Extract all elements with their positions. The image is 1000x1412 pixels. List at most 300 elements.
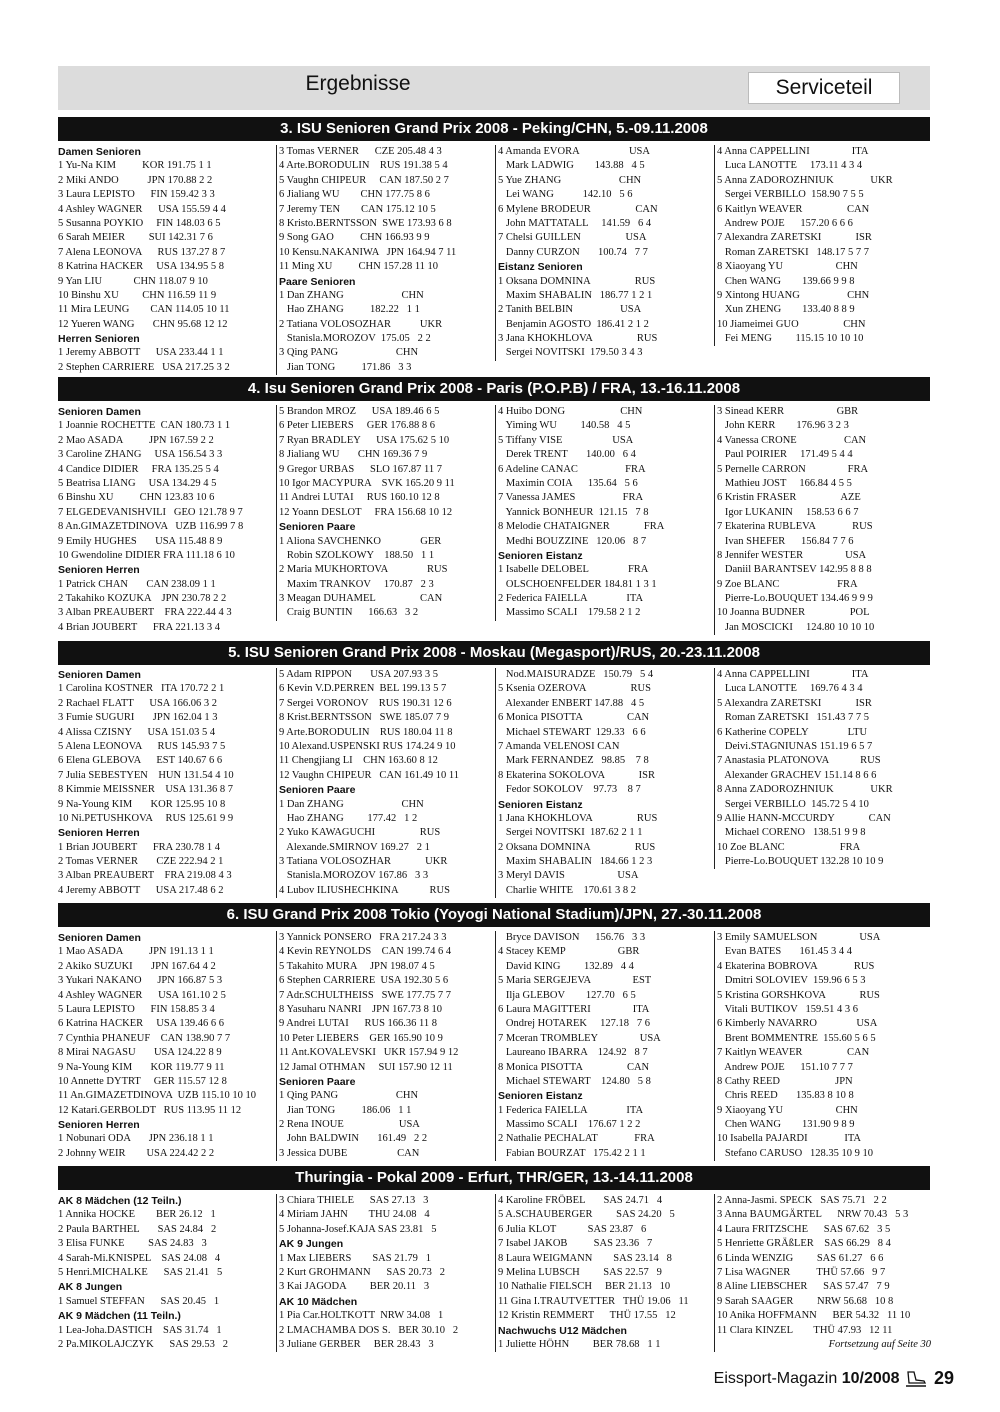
- result-row: Mathieu JOST 166.84 4 5 5: [717, 477, 852, 489]
- result-row: 9 Na-Young KIM KOR 125.95 10 8: [58, 798, 226, 810]
- result-row: 6 Sarah MEIER SUI 142.31 7 6: [58, 232, 213, 244]
- result-row: Massimo SCALI 176.67 1 2 2: [498, 1119, 641, 1131]
- result-row: 8 Jennifer WESTER USA: [717, 549, 867, 561]
- result-row: Ondrej HOTAREK 127.18 7 6: [498, 1018, 650, 1030]
- result-row: 8 Yasuharu NANRI JPN 167.73 8 10: [279, 1003, 443, 1015]
- result-row: OLSCHOENFELDER 184.81 1 3 1: [498, 578, 657, 590]
- result-row: 5 Vaughn CHIPEUR CAN 187.50 2 7: [279, 174, 449, 186]
- result-row: Alexande.SMIRNOV 169.27 2 1: [279, 841, 430, 853]
- result-row: 4 Lubov ILIUSHECHKINA RUS: [279, 884, 450, 896]
- result-row: 5 Takahito MURA JPN 198.07 4 5: [279, 960, 435, 972]
- result-row: 11 Clara KINZEL THÜ 47.93 12 11: [717, 1324, 893, 1336]
- category-heading: Nachwuchs U12 Mädchen: [498, 1324, 627, 1337]
- result-row: 11 Gina I.TRAUTVETTER THÜ 19.06 11: [498, 1295, 689, 1307]
- result-row: 6 Laura MAGITTERI ITA: [498, 1003, 650, 1015]
- section-title: 5. ISU Senioren Grand Prix 2008 - Moskau (Megasport)/RUS, 20.-23.11.2008: [58, 641, 930, 665]
- result-row: 1 Isabelle DELOBEL FRA: [498, 564, 649, 576]
- result-row: 4 Huibo DONG CHN: [498, 406, 643, 417]
- result-row: 7 ELGEDEVANISHVILI GEO 121.78 9 7: [58, 506, 243, 518]
- result-row: 11 Chengjiang LI CHN 163.60 8 12: [279, 755, 438, 767]
- result-row: Chen WANG 139.66 9 9 8: [717, 275, 855, 287]
- result-row: 5 Johanna-Josef.KAJA SAS 23.81 5: [279, 1223, 437, 1235]
- result-row: 12 Katari.GERBOLDT RUS 113.95 11 12: [58, 1104, 242, 1116]
- result-row: 5 Maria SERGEJEVA EST: [498, 975, 652, 987]
- result-row: 12 Kristin REMMERT THÜ 17.55 12: [498, 1310, 676, 1322]
- result-row: 6 Monica PISOTTA CAN: [498, 712, 650, 724]
- category-heading: Senioren Herren: [58, 564, 140, 577]
- result-row: 6 Binshu XU CHN 123.83 10 6: [58, 492, 215, 504]
- result-row: 5 Alena LEONOVA RUS 145.93 7 5: [58, 740, 226, 752]
- result-row: 1 Oksana DOMNINA RUS: [498, 275, 656, 287]
- result-row: 6 Adeline CANAC FRA: [498, 463, 646, 475]
- result-row: 7 Kaitlyn WEAVER CAN: [717, 1047, 870, 1059]
- page-title: Ergebnisse: [305, 72, 411, 95]
- result-row: 8 Melodie CHATAIGNER FRA: [498, 521, 665, 533]
- result-row: 5 Anna ZADOROZHNIUK UKR: [717, 174, 893, 186]
- result-row: 6 Stephen CARRIERE USA 192.30 5 6: [279, 975, 449, 987]
- result-row: 5 Alexandra ZARETSKI ISR: [717, 697, 872, 709]
- section-title: Thuringia - Pokal 2009 - Erfurt, THR/GER, 13.-14.11.2008: [58, 1166, 930, 1190]
- result-row: 6 Peter LIEBERS GER 176.88 8 6: [279, 420, 436, 432]
- result-row: John BALDWIN 161.49 2 2: [279, 1133, 428, 1145]
- result-row: 8 Aline LIEBSCHER SAS 57.47 7 9: [717, 1281, 890, 1293]
- category-heading: AK 8 Mädchen (12 Teiln.): [58, 1195, 182, 1207]
- result-row: 5 Yue ZHANG CHN: [498, 174, 642, 186]
- result-row: Mark LADWIG 143.88 4 5: [498, 160, 645, 172]
- result-row: 4 Laura FRITZSCHE SAS 67.62 3 5: [717, 1223, 891, 1235]
- result-row: Fei MENG 115.15 10 10 10: [717, 333, 864, 345]
- result-row: 6 Kaitlyn WEAVER CAN: [717, 203, 870, 215]
- result-row: 6 Jialiang WU CHN 177.75 8 6: [279, 189, 430, 201]
- result-row: 10 Kensu.NAKANIWA JPN 164.94 7 11: [279, 246, 457, 258]
- result-row: 7 Alena LEONOVA RUS 137.27 8 7: [58, 246, 226, 258]
- result-row: 11 Ant.KOVALEVSKI UKR 157.94 9 12: [279, 1047, 459, 1059]
- result-row: 9 Sarah SAAGER NRW 56.68 10 8: [717, 1295, 894, 1307]
- result-row: 7 Sergei VORONOV RUS 190.31 12 6: [279, 697, 452, 709]
- result-row: 4 Candice DIDIER FRA 135.25 5 4: [58, 463, 219, 475]
- result-row: 3 Meryl DAVIS USA: [498, 870, 639, 882]
- result-row: 7 Ryan BRADLEY USA 175.62 5 10: [279, 434, 450, 446]
- result-row: 2 Stephen CARRIERE USA 217.25 3 2: [58, 361, 230, 373]
- result-row: 9 Na-Young KIM KOR 119.77 9 11: [58, 1061, 225, 1073]
- category-heading: Senioren Eistanz: [498, 798, 583, 811]
- result-row: 3 Yukari NAKANO JPN 166.87 5 3: [58, 975, 223, 987]
- results-column: [495, 145, 713, 361]
- result-row: 1 Samuel STEFFAN SAS 20.45 1: [58, 1295, 220, 1307]
- result-row: Pierre-Lo.BOUQUET 134.46 9 9 9: [717, 593, 873, 605]
- result-row: Medhi BOUZZINE 120.06 8 7: [498, 535, 647, 547]
- result-row: 1 Annika HOCKE BER 26.12 1: [58, 1209, 216, 1221]
- category-heading: AK 9 Mädchen (11 Teiln.): [58, 1310, 181, 1323]
- result-row: 2 Oksana DOMNINA RUS: [498, 841, 656, 853]
- result-row: Hao ZHANG 182.22 1 1: [279, 304, 420, 316]
- result-row: 3 Alban PREAUBERT FRA 219.08 4 3: [58, 870, 232, 882]
- result-row: 6 Elena GLEBOVA EST 140.67 6 6: [58, 755, 223, 767]
- result-row: 3 Alban PREAUBERT FRA 222.44 4 3: [58, 607, 232, 619]
- result-row: Brent BOMMENTRE 155.60 5 6 5: [717, 1032, 876, 1044]
- result-row: Alexander GRACHEV 151.14 8 6 6: [717, 769, 877, 781]
- result-row: 10 Nathalie FIELSCH BER 21.13 10: [498, 1281, 671, 1293]
- category-heading: Senioren Damen: [58, 406, 141, 418]
- category-heading: Herren Senioren: [58, 333, 140, 346]
- result-row: 1 Carolina KOSTNER ITA 170.72 2 1: [58, 683, 225, 695]
- result-row: 3 Emily SAMUELSON USA: [717, 932, 881, 943]
- category-heading: Senioren Herren: [58, 827, 140, 840]
- result-row: 2 Akiko SUZUKI JPN 167.64 4 2: [58, 960, 216, 972]
- result-row: 1 Juliette HÖHN BER 78.68 1 1: [498, 1338, 661, 1350]
- result-row: 9 Xintong HUANG CHN: [717, 289, 870, 301]
- result-row: Jian TONG 171.86 3 3: [279, 361, 412, 373]
- result-row: Chen WANG 131.90 9 8 9: [717, 1119, 855, 1131]
- result-row: Robin SZOLKOWY 188.50 1 1: [279, 549, 435, 561]
- section-title: 4. Isu Senioren Grand Prix 2008 - Paris (P.O.P.B) / FRA, 13.-16.11.2008: [58, 377, 930, 401]
- result-row: 4 Ashley WAGNER USA 155.59 4 4: [58, 203, 226, 215]
- result-row: 3 Meagan DUHAMEL CAN: [279, 593, 443, 605]
- result-row: 8 Mirai NAGASU USA 124.22 8 9: [58, 1047, 222, 1059]
- result-row: 10 Binshu XU CHN 116.59 11 9: [58, 289, 217, 301]
- result-row: Danny CURZON 100.74 7 7: [498, 246, 648, 258]
- results-column: [714, 145, 931, 346]
- result-row: 10 Zoe BLANC FRA: [717, 841, 861, 853]
- result-row: 7 Jeremy TEN CAN 175.12 10 5: [279, 203, 436, 215]
- result-row: 9 Emily HUGHES USA 115.48 8 9: [58, 535, 223, 547]
- result-row: 9 Andrei LUTAI RUS 166.36 11 8: [279, 1018, 438, 1030]
- result-row: 1 Aliona SAVCHENKO GER: [279, 535, 442, 547]
- result-row: 11 An.GIMAZETDINOVA UZB 115.10 10 10: [58, 1090, 256, 1102]
- results-column: [58, 668, 273, 898]
- result-row: 4 Miriam JAHN THU 24.08 4: [279, 1209, 430, 1221]
- result-row: 9 Xiaoyang YU CHN: [717, 1104, 858, 1116]
- result-row: 8 Ekaterina SOKOLOVA ISR: [498, 769, 656, 781]
- result-row: Sergei VERBILLO 145.72 5 4 10: [717, 798, 869, 810]
- results-column: [276, 668, 494, 898]
- category-heading: Damen Senioren: [58, 146, 141, 158]
- result-row: Sergei VERBILLO 158.90 7 5 5: [717, 189, 864, 201]
- result-row: 5 Henri.MICHALKE SAS 21.41 5: [58, 1266, 223, 1278]
- result-row: 2 Rena INOUE USA: [279, 1119, 420, 1131]
- result-row: 4 Brian JOUBERT FRA 221.13 3 4: [58, 621, 220, 633]
- result-row: 2 Federica FAIELLA ITA: [498, 593, 644, 605]
- result-row: 4 Sarah-Mi.KNISPEL SAS 24.08 4: [58, 1252, 221, 1264]
- result-row: 2 Yuko KAWAGUCHI RUS: [279, 827, 441, 839]
- result-row: 2 Anna-Jasmi. SPECK SAS 75.71 2 2: [717, 1195, 887, 1206]
- result-row: 10 Gwendoline DIDIER FRA 111.18 6 10: [58, 549, 235, 561]
- results-column: [58, 931, 273, 1161]
- result-row: Vitali BUTIKOV 159.51 4 3 6: [717, 1003, 859, 1015]
- result-row: 6 Julia KLOT SAS 23.87 6: [498, 1223, 647, 1235]
- result-row: Igor LUKANIN 158.53 6 6 7: [717, 506, 859, 518]
- result-row: 5 Beatrisa LIANG USA 134.29 4 5: [58, 477, 217, 489]
- result-row: 3 Yannick PONSERO FRA 217.24 3 3: [279, 932, 447, 943]
- category-heading: Senioren Paare: [279, 1075, 356, 1088]
- result-row: 8 Katrina HACKER USA 134.95 5 8: [58, 261, 224, 273]
- result-row: David KING 132.89 4 4: [498, 960, 634, 972]
- result-row: 1 Qing PANG CHN: [279, 1090, 419, 1102]
- result-row: 5 Susanna POYKIO FIN 148.03 6 5: [58, 217, 221, 229]
- result-row: 9 Zoe BLANC FRA: [717, 578, 858, 590]
- result-row: 3 Chiara THIELE SAS 27.13 3: [279, 1195, 429, 1206]
- result-row: 2 Maria MUKHORTOVA RUS: [279, 564, 448, 576]
- result-row: 5 Brandon MROZ USA 189.46 6 5: [279, 406, 440, 417]
- results-column: [495, 1194, 713, 1352]
- result-row: 2 Mao ASADA JPN 167.59 2 2: [58, 434, 214, 446]
- result-row: 8 Cathy REED JPN: [717, 1075, 853, 1087]
- result-row: 8 Kristo.BERNTSSON SWE 173.93 6 8: [279, 217, 452, 229]
- result-row: Stefano CARUSO 128.35 10 9 10: [717, 1147, 874, 1159]
- result-row: 9 Song GAO CHN 166.93 9 9: [279, 232, 430, 244]
- result-row: 4 Stacey KEMP GBR: [498, 946, 640, 958]
- result-row: Deivi.STAGNIUNAS 151.19 6 5 7: [717, 740, 873, 752]
- result-row: Michael STEWART 129.33 6 6: [498, 726, 646, 738]
- result-row: 4 Vanessa CRONE CAN: [717, 434, 867, 446]
- result-row: Charlie WHITE 170.61 3 8 2: [498, 884, 637, 896]
- result-row: 6 Katherine COPELY LTU: [717, 726, 868, 738]
- result-row: Yannick BONHEUR 121.15 7 8: [498, 506, 649, 518]
- result-row: 10 Peter LIEBERS GER 165.90 10 9: [279, 1032, 443, 1044]
- result-row: Daniil BARANTSEV 142.95 8 8 8: [717, 564, 872, 576]
- category-heading: AK 9 Jungen: [279, 1238, 344, 1251]
- result-row: 8 Jialiang WU CHN 169.36 7 9: [279, 449, 428, 461]
- result-row: 5 Pernelle CARRON FRA: [717, 463, 869, 475]
- result-row: 10 Isabella PAJARDI ITA: [717, 1133, 862, 1145]
- result-row: 7 Alexandra ZARETSKI ISR: [717, 232, 872, 244]
- result-row: 7 Anastasia PLATONOVA RUS: [717, 755, 881, 767]
- result-row: 5 Henriette GRÄßLER SAS 66.29 8 4: [717, 1238, 891, 1250]
- result-row: 7 Julia SEBESTYEN HUN 131.54 4 10: [58, 769, 234, 781]
- result-row: Xun ZHENG 133.40 8 8 9: [717, 304, 855, 316]
- result-row: 7 Isabel JAKOB SAS 23.36 7: [498, 1238, 653, 1250]
- result-row: 1 Jana KHOKHLOVA RUS: [498, 812, 658, 824]
- result-row: Jan MOSCICKI 124.80 10 10 10: [717, 621, 875, 633]
- result-row: Fabian BOURZAT 175.42 2 1 1: [498, 1147, 646, 1159]
- result-row: 4 Alissa CZISNY USA 151.03 5 4: [58, 726, 216, 738]
- result-row: Lei WANG 142.10 5 6: [498, 189, 633, 201]
- result-row: 3 Elisa FUNKE SAS 24.83 3: [58, 1238, 207, 1250]
- result-row: 2 Johnny WEIR USA 224.42 2 2: [58, 1147, 215, 1159]
- result-row: 3 Tomas VERNER CZE 205.48 4 3: [279, 146, 442, 157]
- result-row: 12 Yueren WANG CHN 95.68 12 12: [58, 318, 228, 330]
- result-row: 4 Anna CAPPELLINI ITA: [717, 146, 869, 157]
- result-row: 11 Andrei LUTAI RUS 160.10 12 8: [279, 492, 440, 504]
- result-row: Luca LANOTTE 169.76 4 3 4: [717, 683, 863, 695]
- result-row: 5 Ksenia OZEROVA RUS: [498, 683, 651, 695]
- result-row: 4 Ekaterina BOBROVA RUS: [717, 960, 875, 972]
- issue-number: 10/2008: [841, 1370, 900, 1388]
- results-column: [58, 405, 273, 635]
- continuation-note: Fortsetzung auf Seite 30: [828, 1338, 931, 1350]
- result-row: 7 Lisa WAGNER THÜ 57.66 9 7: [717, 1266, 886, 1278]
- category-heading: Senioren Paare: [279, 784, 356, 797]
- result-row: Andrew POJE 157.20 6 6 6: [717, 217, 853, 229]
- result-row: 1 Yu-Na KIM KOR 191.75 1 1: [58, 160, 212, 172]
- result-row: Craig BUNTIN 166.63 3 2: [279, 607, 419, 619]
- result-row: 4 Anna CAPPELLINI ITA: [717, 669, 869, 680]
- result-row: 9 Yan LIU CHN 118.07 9 10: [58, 275, 208, 287]
- results-column: [276, 145, 494, 375]
- result-row: 10 Ni.PETUSHKOVA RUS 125.61 9 9: [58, 812, 234, 824]
- category-heading: Eistanz Senioren: [498, 261, 583, 274]
- result-row: Ivan SHEFER 156.84 7 7 6: [717, 535, 854, 547]
- result-row: 2 Rachael FLATT USA 166.06 3 2: [58, 697, 218, 709]
- result-row: 4 Karoline FRÖBEL SAS 24.71 4: [498, 1195, 663, 1206]
- result-row: Laureano IBARRA 124.92 8 7: [498, 1047, 648, 1059]
- result-row: 7 Cynthia PHANEUF CAN 138.90 7 7: [58, 1032, 231, 1044]
- result-row: Benjamin AGOSTO 186.41 2 1 2: [498, 318, 649, 330]
- result-row: 12 Yoann DESLOT FRA 156.68 10 12: [279, 506, 453, 518]
- result-row: 6 Kimberly NAVARRO USA: [717, 1018, 878, 1030]
- result-row: Fedor SOKOLOV 97.73 8 7: [498, 784, 641, 796]
- result-row: 4 Amanda EVORA USA: [498, 146, 650, 157]
- results-column: [714, 405, 931, 635]
- result-row: 3 Sinead KERR GBR: [717, 406, 859, 417]
- result-row: 3 Anna BAUMGÄRTEL NRW 70.43 5 3: [717, 1209, 909, 1221]
- result-row: 1 Dan ZHANG CHN: [279, 289, 424, 301]
- results-column: [276, 405, 494, 621]
- result-row: Massimo SCALI 179.58 2 1 2: [498, 607, 641, 619]
- result-row: Maxim TRANKOV 170.87 2 3: [279, 578, 434, 590]
- result-row: Pierre-Lo.BOUQUET 132.28 10 10 9: [717, 856, 884, 868]
- result-row: Stanisla.MOROZOV 175.05 2 2: [279, 333, 431, 345]
- result-row: 4 Ashley WAGNER USA 161.10 2 5: [58, 989, 226, 1001]
- result-row: Jian TONG 186.06 1 1: [279, 1104, 412, 1116]
- result-row: 8 Kimmie MEISSNER USA 131.36 8 7: [58, 784, 234, 796]
- section-title: 6. ISU Grand Prix 2008 Tokio (Yoyogi National Stadium)/JPN, 27.-30.11.2008: [58, 903, 930, 927]
- result-row: Michael CORENO 138.51 9 9 8: [717, 827, 866, 839]
- result-row: 10 Alexand.USPENSKI RUS 174.24 9 10: [279, 740, 456, 752]
- result-row: 3 Kai JAGODA BER 20.11 3: [279, 1281, 430, 1293]
- category-heading: Paare Senioren: [279, 275, 356, 288]
- category-heading: AK 10 Mädchen: [279, 1295, 358, 1308]
- result-row: 1 Patrick CHAN CAN 238.09 1 1: [58, 578, 216, 590]
- result-row: Evan BATES 161.45 3 4 4: [717, 946, 853, 958]
- result-row: Roman ZARETSKI 148.17 5 7 7: [717, 246, 869, 258]
- result-row: Yiming WU 140.58 4 5: [498, 420, 631, 432]
- result-row: Roman ZARETSKI 151.43 7 7 5: [717, 712, 869, 724]
- result-row: Michael STEWART 124.80 5 8: [498, 1075, 651, 1087]
- result-row: 11 Ming XU CHN 157.28 11 10: [279, 261, 439, 273]
- results-column: [714, 668, 931, 869]
- result-row: 2 Paula BARTHEL SAS 24.84 2: [58, 1223, 217, 1235]
- result-row: 12 Jamal OTHMAN SUI 157.90 12 11: [279, 1061, 453, 1073]
- result-row: Stanisla.MOROZOV 167.86 3 3: [279, 870, 429, 882]
- result-row: 6 Linda WENZIG SAS 61.27 6 6: [717, 1252, 884, 1264]
- category-heading: Senioren Damen: [58, 932, 141, 944]
- result-row: 12 Vaughn CHIPEUR CAN 161.49 10 11: [279, 769, 459, 781]
- result-row: 5 Adam RIPPON USA 207.93 3 5: [279, 669, 438, 680]
- result-row: 2 Miki ANDO JPN 170.88 2 2: [58, 174, 213, 186]
- result-row: Maxim SHABALIN 186.77 1 2 1: [498, 289, 653, 301]
- category-heading: Senioren Paare: [279, 521, 356, 534]
- page-header: [58, 66, 930, 110]
- result-row: 4 Kevin REYNOLDS CAN 199.74 6 4: [279, 946, 452, 958]
- result-row: Paul POIRIER 171.49 5 4 4: [717, 449, 853, 461]
- category-heading: Senioren Herren: [58, 1119, 140, 1132]
- result-row: 3 Fumie SUGURI JPN 162.04 1 3: [58, 712, 218, 724]
- result-row: 2 LMACHAMBA DOS S. BER 30.10 2: [279, 1324, 459, 1336]
- result-row: John MATTATALL 141.59 6 4: [498, 217, 652, 229]
- result-row: 1 Joannie ROCHETTE CAN 180.73 1 1: [58, 420, 231, 432]
- result-row: 1 Pia Car.HOLTKOTT NRW 34.08 1: [279, 1310, 444, 1322]
- result-row: 3 Jessica DUBE CAN: [279, 1147, 420, 1159]
- skate-logo-icon: [904, 1370, 928, 1388]
- result-row: 8 Laura WEIGMANN SAS 23.14 8: [498, 1252, 672, 1264]
- result-row: 6 Kristin FRASER AZE: [717, 492, 861, 504]
- result-row: 3 Jana KHOKHLOVA RUS: [498, 333, 658, 345]
- result-row: 3 Laura LEPISTO FIN 159.42 3 3: [58, 189, 215, 201]
- results-column: [714, 1194, 931, 1352]
- result-row: 1 Dan ZHANG CHN: [279, 798, 424, 810]
- result-row: 2 Nathalie PECHALAT FRA: [498, 1133, 655, 1145]
- result-row: 8 Xiaoyang YU CHN: [717, 261, 858, 273]
- results-column: [495, 405, 713, 621]
- result-row: 2 Tatiana VOLOSOZHAR UKR: [279, 318, 443, 330]
- result-row: 3 Juliane GERBER BER 28.43 3: [279, 1338, 434, 1350]
- result-row: 4 Arte.BORODULIN RUS 191.38 5 4: [279, 160, 448, 172]
- result-row: 10 Jiameimei GUO CHN: [717, 318, 866, 330]
- result-row: 10 Anika HOFFMANN BER 54.32 11 10: [717, 1310, 911, 1322]
- result-row: 3 Caroline ZHANG USA 156.54 3 3: [58, 449, 223, 461]
- result-row: Dmitri SOLOVIEV 159.96 6 5 3: [717, 975, 866, 987]
- result-row: 6 Katrina HACKER USA 139.46 6 6: [58, 1018, 224, 1030]
- results-column: [276, 1194, 494, 1352]
- result-row: 2 Kurt GROHMANN SAS 20.73 2: [279, 1266, 445, 1278]
- result-row: 9 Gregor URBAS SLO 167.87 11 7: [279, 463, 442, 475]
- result-row: 6 Mylene BRODEUR CAN: [498, 203, 658, 215]
- result-row: 2 Tomas VERNER CZE 222.94 2 1: [58, 856, 224, 868]
- result-row: 8 Krist.BERNTSSON SWE 185.07 7 9: [279, 712, 450, 724]
- result-row: Alexander ENBERT 147.88 4 5: [498, 697, 645, 709]
- result-row: 5 Tiffany VISE USA: [498, 434, 634, 446]
- result-row: 1 Federica FAIELLA ITA: [498, 1104, 644, 1116]
- result-row: 2 Tanith BELBIN USA: [498, 304, 642, 316]
- result-row: Bryce DAVISON 156.76 3 3: [498, 932, 646, 943]
- result-row: Nod.MAISURADZE 150.79 5 4: [498, 669, 654, 680]
- result-row: 1 Jeremy ABBOTT USA 233.44 1 1: [58, 347, 224, 359]
- result-row: 1 Lea-Joha.DASTICH SAS 31.74 1: [58, 1324, 222, 1336]
- results-column: [495, 931, 713, 1161]
- section-tab: Serviceteil: [748, 72, 900, 104]
- results-column: [276, 931, 494, 1161]
- result-row: Ilja GLEBOV 127.70 6 5: [498, 989, 636, 1001]
- category-heading: Senioren Eistanz: [498, 1090, 583, 1103]
- magazine-name: Eissport-Magazin: [713, 1370, 838, 1388]
- result-row: 10 Annette DYTRT GER 115.57 12 8: [58, 1075, 227, 1087]
- result-row: 1 Brian JOUBERT FRA 230.78 1 4: [58, 841, 220, 853]
- result-row: Mark FERNANDEZ 98.85 7 8: [498, 755, 649, 767]
- result-row: 1 Mao ASADA JPN 191.13 1 1: [58, 946, 214, 958]
- result-row: 8 Monica PISOTTA CAN: [498, 1061, 650, 1073]
- result-row: 7 Vanessa JAMES FRA: [498, 492, 644, 504]
- result-row: 3 Tatiana VOLOSOZHAR UKR: [279, 856, 448, 868]
- result-row: 5 Laura LEPISTO FIN 158.85 3 4: [58, 1003, 215, 1015]
- results-column: [495, 668, 713, 898]
- result-row: Sergei NOVITSKI 187.62 2 1 1: [498, 827, 643, 839]
- result-row: 3 Qing PANG CHN: [279, 347, 419, 359]
- result-row: 8 Anna ZADOROZHNIUK UKR: [717, 784, 893, 796]
- result-row: 9 Arte.BORODULIN RUS 180.04 11 8: [279, 726, 453, 738]
- result-row: 7 Mceran TROMBLEY USA: [498, 1032, 661, 1044]
- result-row: 6 Kevin V.D.PERREN BEL 199.13 5 7: [279, 683, 447, 695]
- section-title: 3. ISU Senioren Grand Prix 2008 - Peking/CHN, 5.-09.11.2008: [58, 117, 930, 141]
- result-row: 1 Max LIEBERS SAS 21.79 1: [279, 1252, 431, 1264]
- result-row: Andrew POJE 151.10 7 7 7: [717, 1061, 853, 1073]
- results-column: [58, 1194, 273, 1352]
- result-row: 10 Igor MACYPURA SVK 165.20 9 11: [279, 477, 455, 489]
- result-row: Luca LANOTTE 173.11 4 3 4: [717, 160, 863, 172]
- result-row: 5 Kristina GORSHKOVA RUS: [717, 989, 880, 1001]
- category-heading: AK 8 Jungen: [58, 1281, 123, 1294]
- results-column: [714, 931, 931, 1161]
